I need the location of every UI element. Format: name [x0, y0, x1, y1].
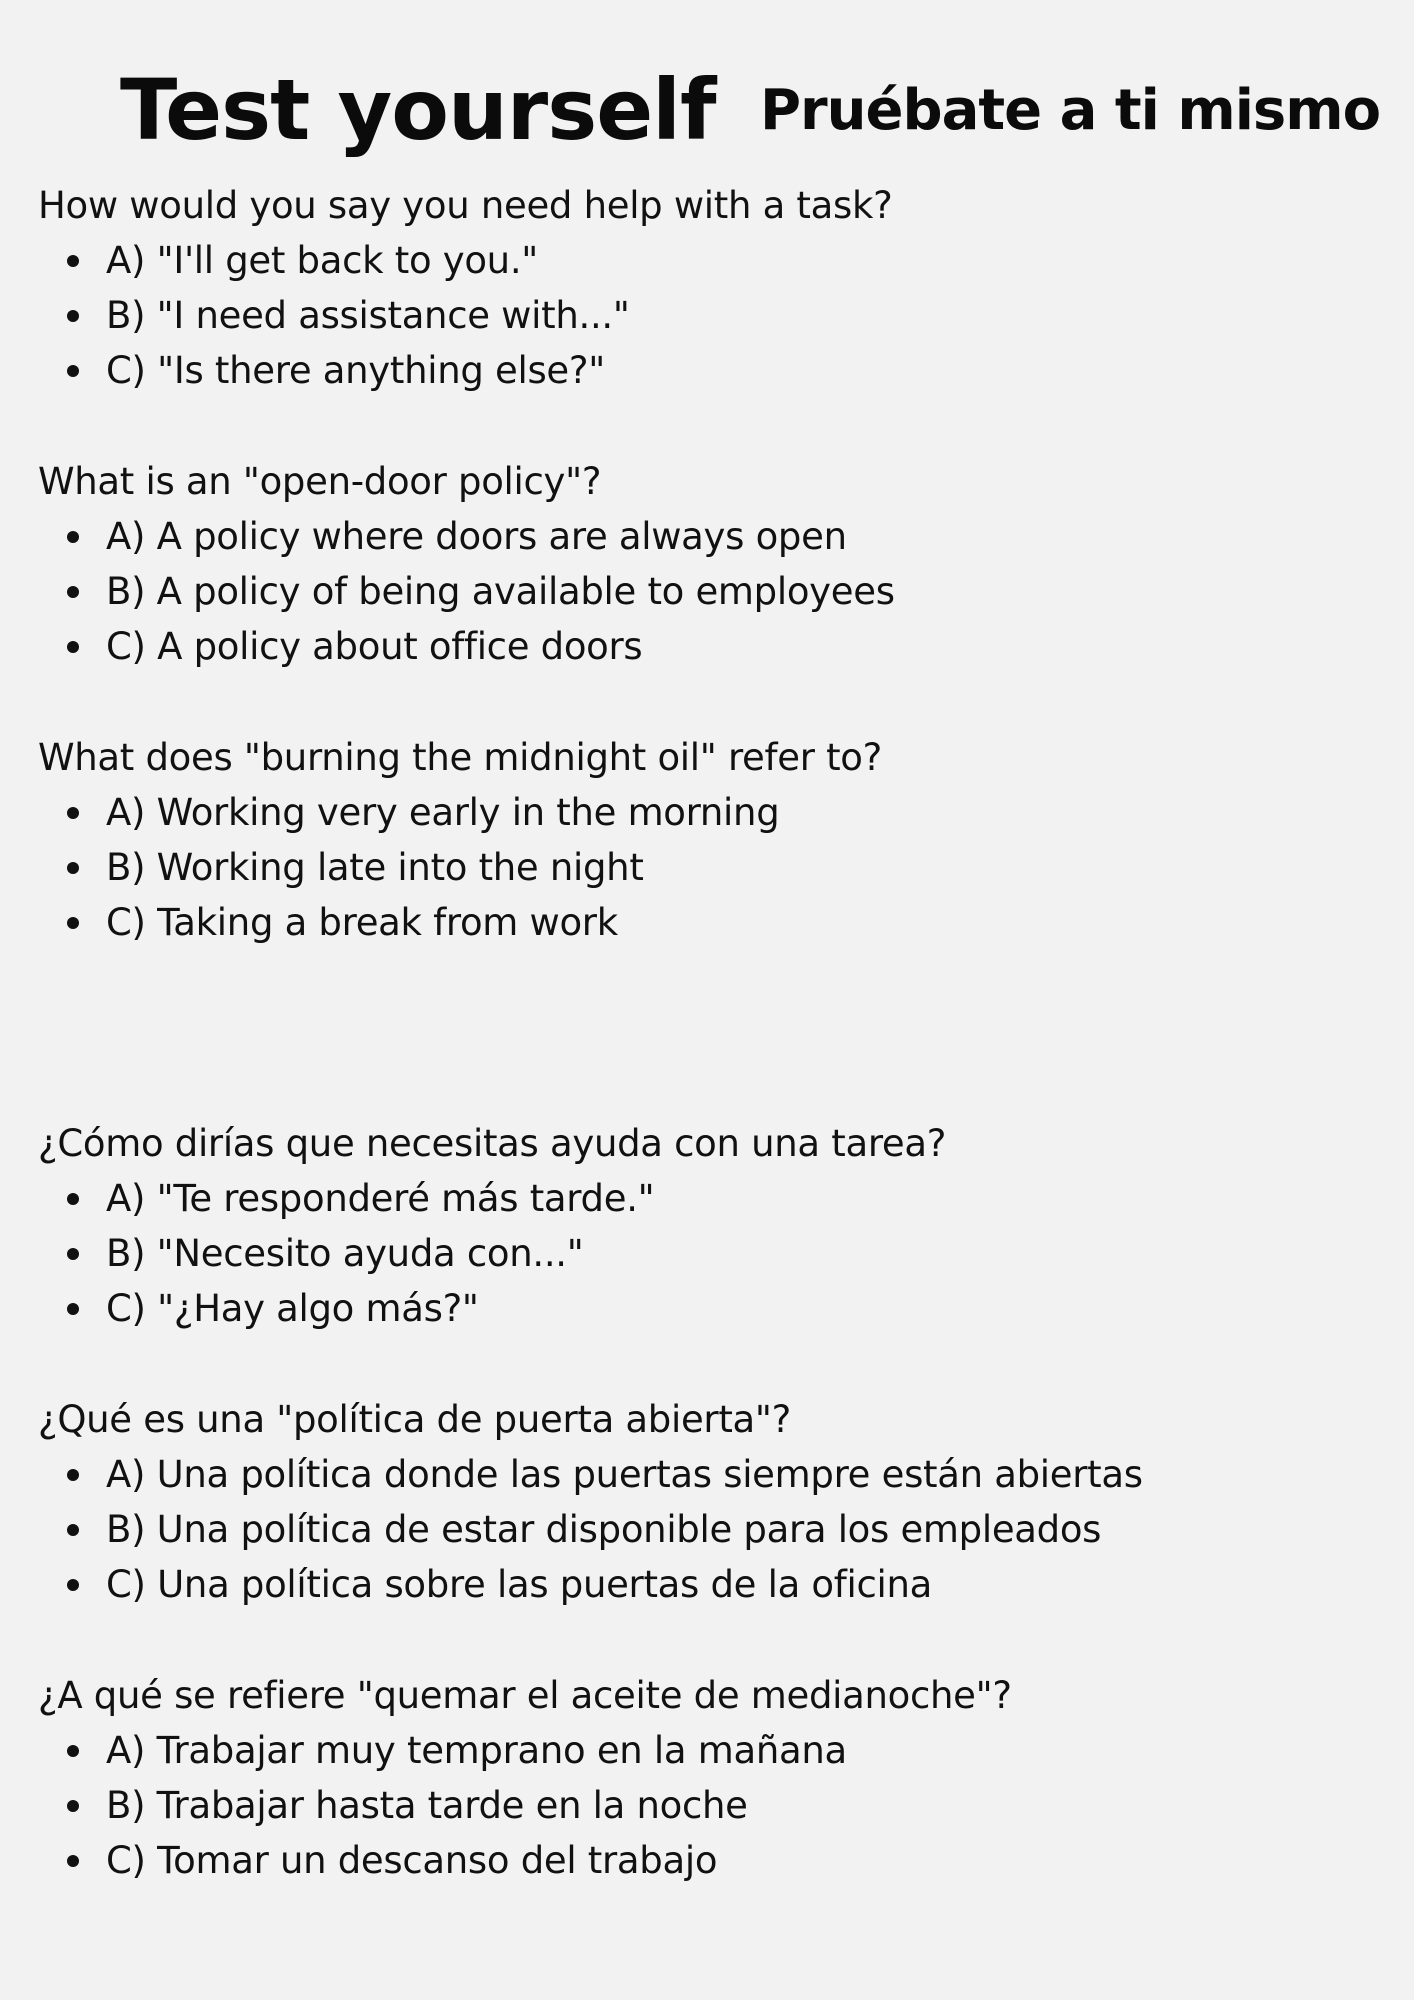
- answer-text: A) Working very early in the morning: [106, 791, 780, 834]
- answer-option: [38, 785, 1398, 840]
- bullet-icon: [67, 531, 79, 543]
- answer-options: [38, 1171, 1398, 1336]
- answer-text: C) A policy about office doors: [106, 625, 643, 668]
- bullet-icon: [67, 1579, 79, 1591]
- bullet-icon: [67, 641, 79, 653]
- answer-option: [38, 895, 1398, 950]
- answer-option: [38, 1447, 1398, 1502]
- answer-option: [38, 564, 1398, 619]
- answer-options: [38, 1447, 1398, 1612]
- title-english: Test yourself: [120, 61, 716, 159]
- question-text: ¿A qué se refiere "quemar el aceite de medianoche"?: [38, 1674, 1012, 1717]
- question-block: [38, 178, 1398, 398]
- answer-text: B) Working late into the night: [106, 846, 644, 889]
- answer-text: C) Una política sobre las puertas de la oficina: [106, 1563, 933, 1606]
- answer-text: A) Trabajar muy temprano en la mañana: [106, 1729, 847, 1772]
- question-block: [38, 1116, 1398, 1336]
- answer-text: C) Taking a break from work: [106, 901, 618, 944]
- question-text: What is an "open-door policy"?: [38, 460, 602, 503]
- answer-option: [38, 509, 1398, 564]
- answer-text: C) "Is there anything else?": [106, 349, 605, 392]
- question-text: What does "burning the midnight oil" refer to?: [38, 736, 882, 779]
- bullet-icon: [67, 1193, 79, 1205]
- answer-options: [38, 509, 1398, 674]
- question-text: ¿Cómo dirías que necesitas ayuda con una tarea?: [38, 1122, 947, 1165]
- answer-option: [38, 288, 1398, 343]
- answer-text: B) "Necesito ayuda con...": [106, 1232, 584, 1275]
- question-text: ¿Qué es una "política de puerta abierta"?: [38, 1398, 791, 1441]
- answer-text: A) Una política donde las puertas siempre están abiertas: [106, 1453, 1143, 1496]
- answer-options: [38, 785, 1398, 950]
- answer-option: [38, 1171, 1398, 1226]
- answer-text: A) "I'll get back to you.": [106, 239, 539, 282]
- title-spanish: Pruébate a ti mismo: [760, 78, 1381, 143]
- answer-option: [38, 343, 1398, 398]
- answer-option: [38, 840, 1398, 895]
- answer-option: [38, 1226, 1398, 1281]
- answer-options: [38, 233, 1398, 398]
- answer-option: [38, 619, 1398, 674]
- answer-option: [38, 1281, 1398, 1336]
- bullet-icon: [67, 1800, 79, 1812]
- answer-text: B) A policy of being available to employees: [106, 570, 895, 613]
- answer-option: [38, 1778, 1398, 1833]
- answer-text: C) Tomar un descanso del trabajo: [106, 1839, 718, 1882]
- bullet-icon: [67, 365, 79, 377]
- question-block: [38, 1668, 1398, 1888]
- question-block: [38, 1392, 1398, 1612]
- bullet-icon: [67, 862, 79, 874]
- bullet-icon: [67, 1248, 79, 1260]
- answer-option: [38, 1502, 1398, 1557]
- bullet-icon: [67, 1524, 79, 1536]
- answer-options: [38, 1723, 1398, 1888]
- question-text: How would you say you need help with a task?: [38, 184, 893, 227]
- question-block: [38, 454, 1398, 674]
- answer-text: A) "Te responderé más tarde.": [106, 1177, 655, 1220]
- bullet-icon: [67, 255, 79, 267]
- bullet-icon: [67, 1855, 79, 1867]
- answer-text: B) Trabajar hasta tarde en la noche: [106, 1784, 748, 1827]
- bullet-icon: [67, 310, 79, 322]
- bullet-icon: [67, 1745, 79, 1757]
- bullet-icon: [67, 807, 79, 819]
- bullet-icon: [67, 1469, 79, 1481]
- answer-option: [38, 1557, 1398, 1612]
- bullet-icon: [67, 1303, 79, 1315]
- answer-option: [38, 1833, 1398, 1888]
- question-block: [38, 730, 1398, 950]
- answer-option: [38, 233, 1398, 288]
- answer-text: C) "¿Hay algo más?": [106, 1287, 479, 1330]
- answer-text: B) Una política de estar disponible para los empleados: [106, 1508, 1102, 1551]
- answer-text: B) "I need assistance with...": [106, 294, 630, 337]
- answer-text: A) A policy where doors are always open: [106, 515, 847, 558]
- answer-option: [38, 1723, 1398, 1778]
- bullet-icon: [67, 586, 79, 598]
- bullet-icon: [67, 917, 79, 929]
